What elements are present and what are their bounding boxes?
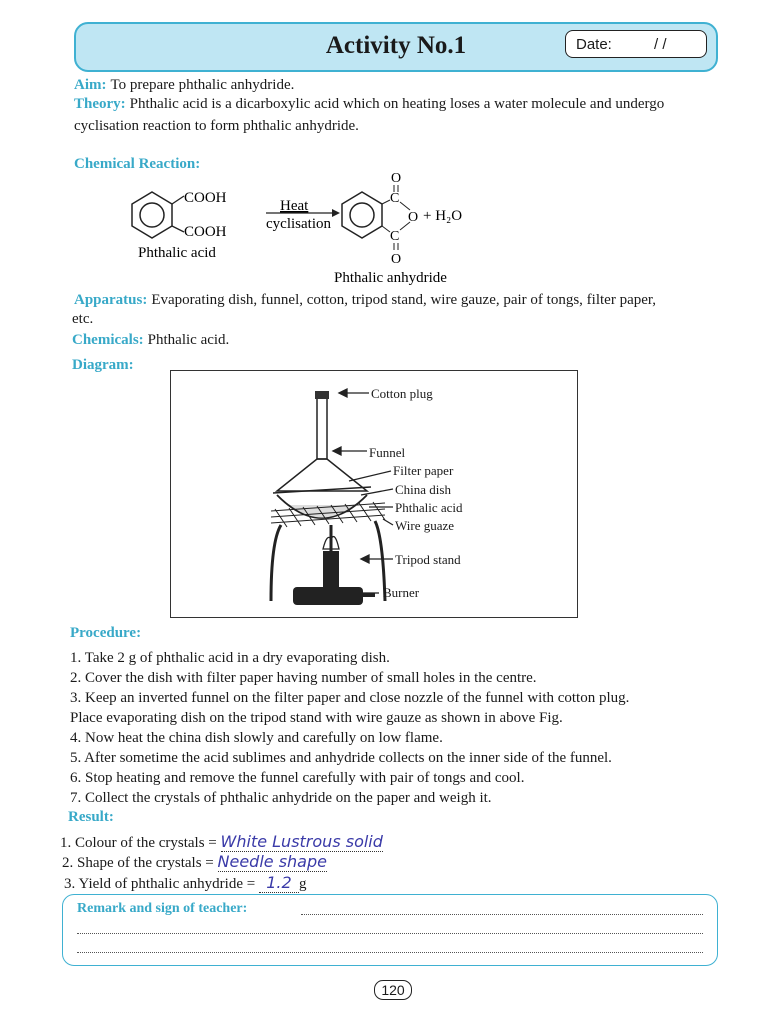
reaction-label: Chemical Reaction: — [74, 156, 201, 172]
c-top: C — [390, 191, 400, 206]
result-colour-prefix: 1. Colour of the crystals = — [60, 835, 221, 851]
label-china-dish: China dish — [395, 482, 451, 497]
date-field — [565, 30, 707, 58]
apparatus-label: Apparatus: — [74, 292, 148, 308]
result-yield-unit: g — [298, 876, 307, 892]
benzene-ring-reactant — [132, 192, 172, 238]
label-phthalic-acid: Phthalic acid — [395, 500, 463, 515]
apparatus-text-line2: etc. — [72, 311, 94, 327]
aim-section — [74, 76, 294, 94]
remark-dotted-line-1 — [301, 914, 703, 915]
chemicals-label: Chemicals: — [72, 332, 144, 348]
page-title: Activity No.1 — [325, 32, 467, 59]
label-filter-paper: Filter paper — [393, 463, 454, 478]
funnel-stem — [317, 395, 327, 459]
benzene-ring-product — [342, 192, 382, 238]
reactant-name: Phthalic acid — [138, 245, 216, 261]
filter-paper — [273, 487, 371, 493]
result-colour-value: White Lustrous solid — [220, 832, 383, 851]
c-bottom: C — [390, 229, 400, 244]
arrow-top-label: Heat — [280, 198, 309, 214]
aim-text: To prepare phthalic anhydride. — [110, 77, 295, 93]
product-name: Phthalic anhydride — [334, 270, 447, 286]
result-yield-prefix: 3. Yield of phthalic anhydride = — [64, 876, 259, 892]
theory-text-line1: Phthalic acid is a dicarboxylic acid which on heating loses a water molecule and undergo — [129, 96, 665, 112]
theory-section — [74, 95, 664, 113]
chemicals-text: Phthalic acid. — [147, 332, 230, 348]
remark-box — [62, 894, 718, 966]
result-item-colour — [60, 832, 383, 852]
procedure-step-3: 3. Keep an inverted funnel on the filter paper and close nozzle of the funnel with cotton plug. — [70, 690, 630, 706]
aim-label: Aim: — [74, 77, 107, 93]
procedure-step-1: 1. Take 2 g of phthalic acid in a dry evaporating dish. — [70, 650, 390, 666]
burner-base — [293, 587, 363, 605]
procedure-step-4: 4. Now heat the china dish slowly and carefully on low flame. — [70, 730, 443, 746]
theory-text-line2: cyclisation reaction to form phthalic anhydride. — [74, 118, 359, 134]
label-burner: Burner — [383, 585, 420, 600]
procedure-step-5: 5. After sometime the acid sublimes and anhydride collects on the inner side of the funnel. — [70, 750, 612, 766]
reaction-diagram — [120, 168, 500, 288]
procedure-step-7: 7. Collect the crystals of phthalic anhydride on the paper and weigh it. — [70, 790, 492, 806]
procedure-step-2: 2. Cover the dish with filter paper having number of small holes in the centre. — [70, 670, 537, 686]
result-item-yield — [64, 873, 306, 893]
cooh-bottom: COOH — [184, 224, 227, 240]
result-item-shape — [62, 852, 327, 872]
label-wire-gauze: Wire guaze — [395, 518, 455, 533]
remark-dotted-line-2 — [77, 933, 703, 934]
label-cotton-plug: Cotton plug — [371, 386, 433, 401]
result-label: Result: — [68, 809, 114, 825]
aromatic-circle-reactant — [140, 203, 164, 227]
arrow-bottom-label: cyclisation — [266, 216, 331, 232]
procedure-label: Procedure: — [70, 625, 142, 641]
result-shape-prefix: 2. Shape of the crystals = — [62, 855, 218, 871]
apparatus-section — [74, 291, 656, 309]
label-tripod-stand: Tripod stand — [395, 552, 461, 567]
cooh-top: COOH — [184, 190, 227, 206]
procedure-step-3-cont: Place evaporating dish on the tripod stand with wire gauze as shown in above Fig. — [70, 710, 563, 726]
label-funnel: Funnel — [369, 445, 406, 460]
date-label: Date: — [576, 36, 612, 53]
procedure-step-6: 6. Stop heating and remove the funnel carefully with pair of tongs and cool. — [70, 770, 525, 786]
water-product: + H₂O — [423, 208, 463, 224]
result-yield-value: 1.2 — [259, 873, 299, 893]
sublimation-apparatus-diagram — [171, 371, 577, 617]
o-bottom: O — [391, 252, 402, 267]
theory-label: Theory: — [74, 96, 126, 112]
cotton-plug — [315, 391, 329, 399]
header-banner — [74, 22, 718, 72]
diagram-label: Diagram: — [72, 357, 134, 373]
o-ring: O — [408, 210, 419, 225]
o-top: O — [391, 171, 402, 186]
chemicals-section — [72, 331, 229, 349]
remark-dotted-line-3 — [77, 952, 703, 953]
funnel-cone — [277, 459, 367, 491]
page-number: 120 — [374, 980, 412, 1000]
apparatus-text-line1: Evaporating dish, funnel, cotton, tripod stand, wire gauze, pair of tongs, filter paper, — [151, 292, 657, 308]
remark-label: Remark and sign of teacher: — [77, 901, 251, 917]
result-shape-value: Needle shape — [217, 852, 327, 871]
burner-tube — [323, 551, 339, 587]
date-value: / / — [654, 36, 667, 53]
aromatic-circle-product — [350, 203, 374, 227]
apparatus-diagram-frame — [170, 370, 578, 618]
